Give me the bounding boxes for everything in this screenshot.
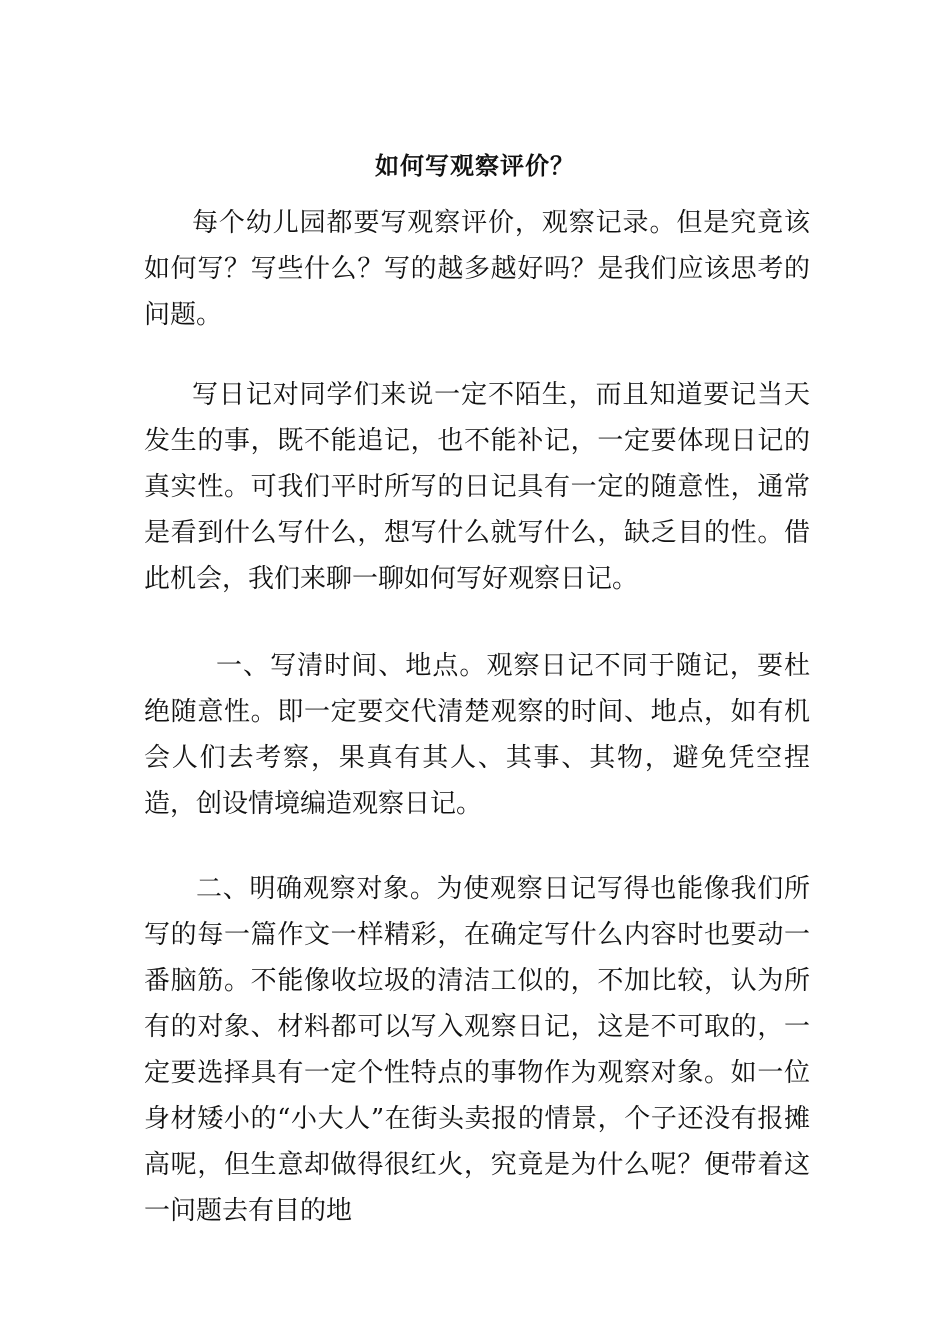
paragraph-diary: 写日记对同学们来说一定不陌生，而且知道要记当天发生的事，既不能追记，也不能补记，一定要体现日记的真实性。可我们平时所写的日记具有一定的随意性，通常是看到什么写什么，想写什么就写什么，缺乏目的性。借此机会，我们来聊一聊如何写好观察日记。 bbox=[144, 380, 810, 594]
paragraph-point-two: 二、明确观察对象。为使观察日记写得也能像我们所写的每一篇作文一样精彩，在确定写什么内容时也要动一番脑筋。不能像收垃圾的清洁工似的，不加比较，认为所有的对象、材料都可以写入观察日记，这是不可取的，一定要选择具有一定个性特点的事物作为观察对象。如一位身材矮小的“小大人”在街头卖报的情景，个子还没有报摊高呢，但生意却做得很红火，究竟是为什么呢？便带着这一问题去有目的地 bbox=[144, 874, 810, 1226]
document-title: 如何写观察评价？ bbox=[375, 151, 575, 181]
paragraph-point-one: 一、写清时间、地点。观察日记不同于随记，要杜绝随意性。即一定要交代清楚观察的时间、地点，如有机会人们去考察，果真有其人、其事、其物，避免凭空捏造，创设情境编造观察日记。 bbox=[144, 651, 810, 819]
paragraph-intro: 每个幼儿园都要写观察评价，观察记录。但是究竟该如何写？写些什么？写的越多越好吗？是我们应该思考的问题。 bbox=[144, 208, 810, 330]
